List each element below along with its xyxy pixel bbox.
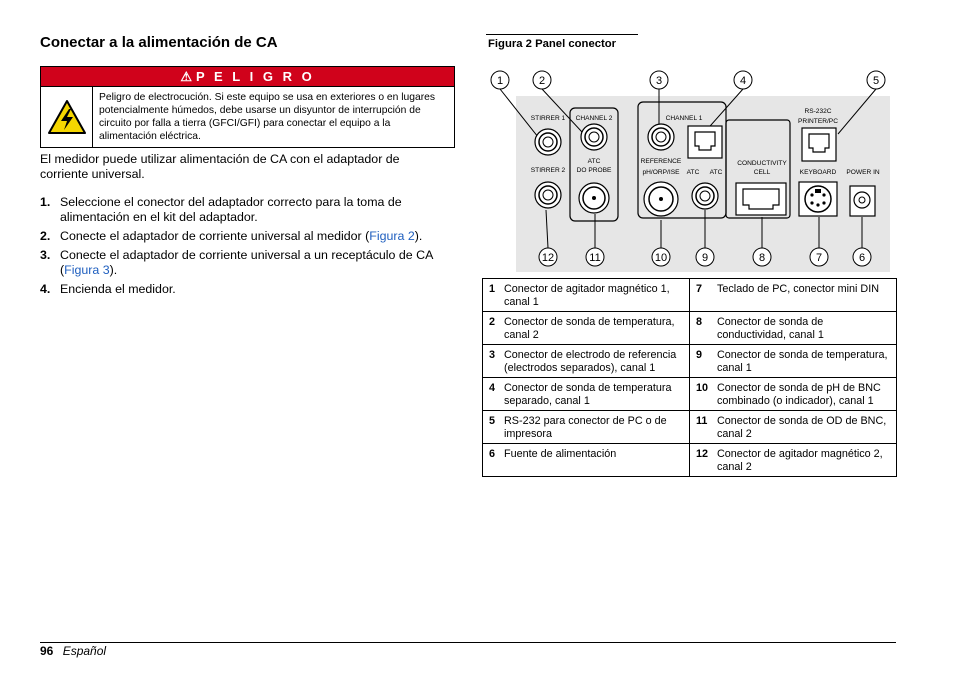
legend-text: Conector de electrodo de referencia (electrodos separados), canal 1 [504, 349, 677, 374]
legend-number: 7 [696, 283, 703, 295]
callout-10: 10 [654, 252, 668, 264]
danger-text: Peligro de electrocución. Si este equipo se usa en exteriores o en lugares potencialmente húmedos, debe usarse un disyuntor de interrupción de circuito por falla a tierra (GFCI/GFI) para conectar el equipo a la alimentación eléctrica. [99, 92, 435, 142]
legend-cell [483, 312, 690, 345]
conductivity-cell-connector [736, 183, 786, 215]
do-probe-bnc-connector [579, 183, 609, 213]
callout-8: 8 [758, 252, 766, 264]
figure-rule [486, 34, 638, 35]
legend-text: Conector de sonda de temperatura separado, canal 1 [504, 382, 672, 407]
rs232-connector [802, 128, 836, 161]
legend-number: 1 [489, 283, 496, 295]
legend-text: Conector de sonda de OD de BNC, canal 2 [717, 415, 887, 440]
callout-7: 7 [815, 252, 823, 264]
page-number: 96 [40, 644, 54, 658]
step-item: 4. Encienda el medidor. [40, 282, 176, 296]
callout-12: 12 [541, 252, 555, 264]
legend-cell [690, 411, 897, 444]
connector-panel-diagram [486, 62, 890, 272]
legend-number: 12 [696, 448, 709, 460]
legend-text: Conector de agitador magnético 2, canal 2 [717, 448, 883, 473]
footer [40, 644, 106, 658]
stirrer-1-connector [535, 129, 561, 155]
danger-notice [40, 66, 455, 148]
legend-cell [690, 312, 897, 345]
footer-language: Español [62, 644, 107, 658]
label-ph-orp-ise: pH/ORP/ISE [642, 169, 680, 176]
legend-cell [690, 378, 897, 411]
label-reference: REFERENCE [640, 158, 682, 165]
legend-number: 11 [696, 415, 708, 427]
power-in-connector [850, 186, 875, 216]
legend-cell [690, 345, 897, 378]
legend-text: Conector de sonda de temperatura, canal 2 [504, 316, 675, 341]
label-rs232c: RS-232C [804, 108, 832, 115]
reference-connector [648, 124, 674, 150]
legend-text: Teclado de PC, conector mini DIN [717, 283, 880, 295]
label-power-in: POWER IN [846, 169, 880, 176]
legend-table [482, 278, 897, 477]
danger-header-label: P E L I G R O [195, 69, 315, 84]
label-keyboard: KEYBOARD [799, 169, 837, 176]
label-stirrer-1: STIRRER 1 [530, 115, 566, 122]
channel-1-atc-connector [692, 183, 718, 209]
callout-4: 4 [739, 75, 747, 87]
figure-caption: Figura 2 Panel conector [488, 38, 617, 50]
legend-number: 2 [489, 316, 496, 328]
figure-2-link[interactable]: Figura 2 [369, 229, 415, 243]
legend-cell [483, 378, 690, 411]
keyboard-mini-din-connector [799, 182, 837, 216]
figure-3-link[interactable]: Figura 3 [64, 263, 110, 277]
ph-bnc-connector [644, 182, 678, 216]
section-title: Conectar a la alimentación de CA [40, 34, 278, 51]
legend-number: 6 [489, 448, 496, 460]
label-do-probe: DO PROBE [576, 167, 612, 174]
legend-number: 10 [696, 382, 709, 394]
legend-text: Fuente de alimentación [504, 448, 617, 460]
legend-number: 8 [696, 316, 703, 328]
step-item: 2. Conecte el adaptador de corriente universal al medidor (Figura 2). [40, 229, 423, 243]
legend-cell [690, 279, 897, 312]
label-stirrer-2: STIRRER 2 [530, 167, 566, 174]
legend-cell [690, 444, 897, 477]
callout-11: 11 [589, 252, 601, 264]
label-cell: CELL [753, 169, 771, 176]
label-printer-pc: PRINTER/PC [798, 118, 838, 125]
legend-number: 9 [696, 349, 703, 361]
label-atc-ch2: ATC [587, 158, 601, 165]
step-item: 1. Seleccione el conector del adaptador correcto para la toma de alimentación en el kit del adaptador. [40, 195, 402, 224]
legend-cell [483, 279, 690, 312]
legend-cell [483, 444, 690, 477]
legend-text: Conector de agitador magnético 1, canal 1 [504, 283, 670, 308]
legend-row [483, 279, 897, 312]
footer-rule [40, 642, 896, 643]
callout-5: 5 [872, 75, 880, 87]
callout-9: 9 [701, 252, 709, 264]
label-atc-a: ATC [686, 169, 700, 176]
legend-row [483, 312, 897, 345]
legend-row [483, 378, 897, 411]
legend-row [483, 444, 897, 477]
legend-text: RS-232 para conector de PC o de impresora [504, 415, 667, 440]
legend-cell [483, 345, 690, 378]
callout-2: 2 [538, 75, 546, 87]
legend-number: 4 [489, 382, 496, 394]
intro-paragraph: El medidor puede utilizar alimentación de CA con el adaptador de corriente universal. [40, 152, 400, 181]
steps-list [40, 195, 460, 301]
callout-3: 3 [655, 75, 663, 87]
legend-text: Conector de sonda de pH de BNC combinado (o indicador), canal 1 [717, 382, 881, 407]
label-channel-2: CHANNEL 2 [575, 115, 613, 122]
label-conductivity: CONDUCTIVITY [737, 160, 787, 167]
high-voltage-icon [41, 87, 93, 147]
legend-number: 3 [489, 349, 496, 361]
channel-1-rj-connector [688, 126, 722, 158]
legend-cell [483, 411, 690, 444]
legend-text: Conector de sonda de conductividad, canal 1 [717, 316, 824, 341]
stirrer-2-connector [535, 182, 561, 208]
callout-6: 6 [858, 252, 866, 264]
label-channel-1: CHANNEL 1 [665, 115, 703, 122]
callout-1: 1 [496, 75, 504, 87]
legend-row [483, 345, 897, 378]
legend-text: Conector de sonda de temperatura, canal 1 [717, 349, 888, 374]
channel-2-atc-connector [581, 124, 607, 150]
legend-number: 5 [489, 415, 496, 427]
danger-header [41, 67, 454, 87]
step-item: 3. Conecte el adaptador de corriente universal a un receptáculo de CA (Figura 3). [40, 248, 433, 277]
warning-triangle-icon: ⚠ [180, 68, 192, 84]
legend-row [483, 411, 897, 444]
label-atc-b: ATC [709, 169, 723, 176]
